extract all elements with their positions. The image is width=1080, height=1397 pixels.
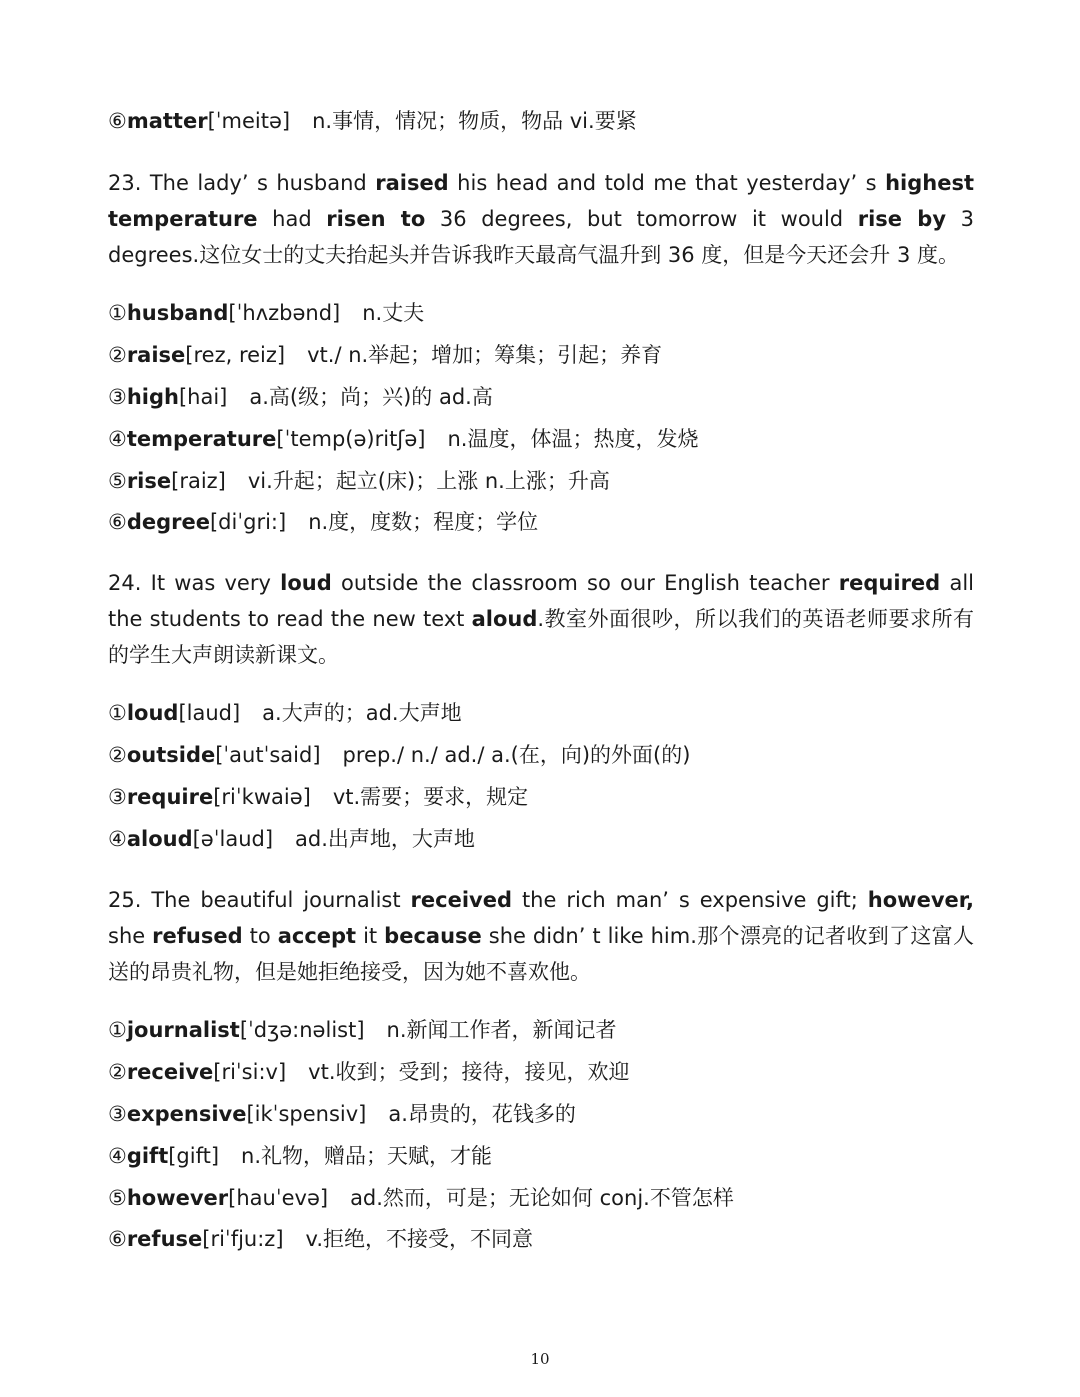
vocab-phonetic: [gift] bbox=[168, 1144, 220, 1168]
vocab-word: expensive bbox=[126, 1102, 247, 1126]
example-sentence bbox=[108, 165, 974, 273]
sentence-text: she didn’ t like him.那个漂亮的记者收到了这富人送的昂贵礼物，但是她拒绝接受，因为她不喜欢他。 bbox=[108, 924, 975, 984]
vocab-line bbox=[108, 107, 637, 135]
sentence-keyword: accept bbox=[277, 924, 357, 948]
vocab-line bbox=[108, 299, 424, 327]
sentence-keyword: raised bbox=[375, 171, 449, 195]
vocab-phonetic: [hauˈevə] bbox=[228, 1186, 329, 1210]
vocab-line bbox=[108, 1058, 630, 1086]
sentence-text: the rich man’ s expensive gift; bbox=[512, 888, 868, 912]
vocab-definition: n.丈夫 bbox=[362, 301, 425, 325]
sentence-text: had bbox=[257, 207, 327, 231]
sentence-keyword: highest temperature bbox=[108, 171, 974, 231]
vocab-word: loud bbox=[126, 701, 179, 725]
example-sentence bbox=[108, 565, 974, 673]
vocab-number: ⑥ bbox=[108, 109, 127, 133]
sentence-text: 3 degrees.这位女士的丈夫抬起头并告诉我昨天最高气温升到 36 度，但是今天还会升 3 度。 bbox=[108, 207, 974, 267]
vocab-line bbox=[108, 1016, 617, 1044]
sentence-text: all the students to read the new text bbox=[108, 571, 974, 631]
sentence-text: .教室外面很吵，所以我们的英语老师要求所有的学生大声朗读新课文。 bbox=[108, 607, 974, 667]
vocab-word: outside bbox=[126, 743, 216, 767]
vocab-number: ⑤ bbox=[108, 469, 127, 493]
vocab-word: raise bbox=[126, 343, 186, 367]
vocab-definition: n.温度，体温；热度，发烧 bbox=[447, 427, 699, 451]
sentence-text: 36 degrees, but tomorrow it would bbox=[425, 207, 858, 231]
vocab-line bbox=[108, 741, 690, 769]
vocab-phonetic: [əˈlaud] bbox=[192, 827, 274, 851]
sentence-keyword: because bbox=[384, 924, 482, 948]
vocab-phonetic: [ˈmeitə] bbox=[207, 109, 291, 133]
sentence-text: it bbox=[356, 924, 385, 948]
vocab-definition: ad.然而，可是；无论如何 conj.不管怎样 bbox=[350, 1186, 734, 1210]
vocab-word: gift bbox=[126, 1144, 169, 1168]
vocab-number: ③ bbox=[108, 1102, 127, 1126]
vocab-number: ③ bbox=[108, 385, 127, 409]
vocab-number: ① bbox=[108, 701, 127, 725]
sentence-keyword: rise by bbox=[857, 207, 947, 231]
vocab-line bbox=[108, 425, 698, 453]
vocab-line bbox=[108, 1100, 576, 1128]
vocab-word: temperature bbox=[126, 427, 277, 451]
vocab-definition: v.拒绝，不接受，不同意 bbox=[305, 1227, 534, 1251]
vocab-word: however bbox=[126, 1186, 229, 1210]
vocab-number: ④ bbox=[108, 427, 127, 451]
vocab-definition: n.度，度数；程度；学位 bbox=[308, 510, 539, 534]
sentence-text: 23. The lady’ s husband bbox=[108, 171, 376, 195]
sentence-text: she bbox=[108, 924, 153, 948]
vocab-line bbox=[108, 783, 528, 811]
vocab-line bbox=[108, 699, 462, 727]
sentence-keyword: required bbox=[838, 571, 941, 595]
vocab-word: high bbox=[126, 385, 179, 409]
vocab-number: ④ bbox=[108, 1144, 127, 1168]
sentence-keyword: loud bbox=[280, 571, 332, 595]
vocab-definition: a.高(级；尚；兴)的 ad.高 bbox=[249, 385, 493, 409]
sentence-keyword: refused bbox=[152, 924, 243, 948]
vocab-phonetic: [riˈsi:v] bbox=[213, 1060, 287, 1084]
vocab-definition: vt.收到；受到；接待，接见，欢迎 bbox=[308, 1060, 630, 1084]
vocab-definition: prep./ n./ ad./ a.(在，向)的外面(的) bbox=[342, 743, 691, 767]
vocab-phonetic: [ˈdʒə:nəlist] bbox=[239, 1018, 365, 1042]
vocab-phonetic: [diˈgri:] bbox=[209, 510, 287, 534]
vocab-definition: vi.升起；起立(床)；上涨 n.上涨；升高 bbox=[247, 469, 610, 493]
vocab-definition: n.事情，情况；物质，物品 vi.要紧 bbox=[312, 109, 637, 133]
vocab-line bbox=[108, 508, 538, 536]
vocab-word: journalist bbox=[126, 1018, 240, 1042]
vocab-number: ⑥ bbox=[108, 510, 127, 534]
vocab-definition: a.大声的；ad.大声地 bbox=[262, 701, 462, 725]
vocab-word: receive bbox=[126, 1060, 214, 1084]
vocab-number: ② bbox=[108, 743, 127, 767]
vocab-number: ⑥ bbox=[108, 1227, 127, 1251]
vocab-line bbox=[108, 341, 662, 369]
vocab-line bbox=[108, 383, 493, 411]
vocab-word: aloud bbox=[126, 827, 193, 851]
sentence-text: his head and told me that yesterday’ s bbox=[448, 171, 886, 195]
vocab-word: degree bbox=[126, 510, 210, 534]
vocab-number: ① bbox=[108, 1018, 127, 1042]
vocab-definition: ad.出声地，大声地 bbox=[295, 827, 475, 851]
vocab-number: ② bbox=[108, 343, 127, 367]
vocab-word: husband bbox=[126, 301, 229, 325]
vocab-line bbox=[108, 1142, 492, 1170]
sentence-text: to bbox=[242, 924, 278, 948]
vocab-definition: n.新闻工作者，新闻记者 bbox=[386, 1018, 617, 1042]
sentence-keyword: received bbox=[410, 888, 512, 912]
vocab-phonetic: [ˈtemp(ə)ritʃə] bbox=[276, 427, 426, 451]
vocab-word: matter bbox=[126, 109, 208, 133]
vocab-line bbox=[108, 467, 610, 495]
vocab-phonetic: [hai] bbox=[178, 385, 228, 409]
example-sentence bbox=[108, 882, 974, 990]
vocab-word: refuse bbox=[126, 1227, 203, 1251]
vocab-number: ③ bbox=[108, 785, 127, 809]
sentence-text: 24. It was very bbox=[108, 571, 281, 595]
vocab-phonetic: [laud] bbox=[178, 701, 241, 725]
vocab-line bbox=[108, 1184, 734, 1212]
vocab-phonetic: [ikˈspensiv] bbox=[246, 1102, 367, 1126]
sentence-keyword: risen to bbox=[326, 207, 426, 231]
vocab-word: require bbox=[126, 785, 214, 809]
vocab-phonetic: [raiz] bbox=[171, 469, 226, 493]
vocab-phonetic: [rez, reiz] bbox=[185, 343, 286, 367]
vocab-line bbox=[108, 1225, 533, 1253]
vocab-definition: vt./ n.举起；增加；筹集；引起；养育 bbox=[307, 343, 663, 367]
vocab-number: ② bbox=[108, 1060, 127, 1084]
sentence-text: 25. The beautiful journalist bbox=[108, 888, 411, 912]
sentence-keyword: aloud bbox=[471, 607, 538, 631]
sentence-text: outside the classroom so our English teacher bbox=[331, 571, 839, 595]
vocab-definition: n.礼物，赠品；天赋，才能 bbox=[241, 1144, 493, 1168]
sentence-keyword: however, bbox=[867, 888, 974, 912]
vocab-line bbox=[108, 825, 475, 853]
vocab-number: ① bbox=[108, 301, 127, 325]
vocab-definition: a.昂贵的，花钱多的 bbox=[388, 1102, 576, 1126]
page-number: 10 bbox=[530, 1350, 550, 1368]
vocab-phonetic: [riˈkwaiə] bbox=[213, 785, 311, 809]
vocab-definition: vt.需要；要求，规定 bbox=[332, 785, 529, 809]
vocab-phonetic: [ˈhʌzbənd] bbox=[228, 301, 341, 325]
vocab-number: ④ bbox=[108, 827, 127, 851]
vocab-phonetic: [ˈautˈsaid] bbox=[215, 743, 321, 767]
vocab-number: ⑤ bbox=[108, 1186, 127, 1210]
vocab-word: rise bbox=[126, 469, 172, 493]
vocab-phonetic: [riˈfju:z] bbox=[202, 1227, 284, 1251]
